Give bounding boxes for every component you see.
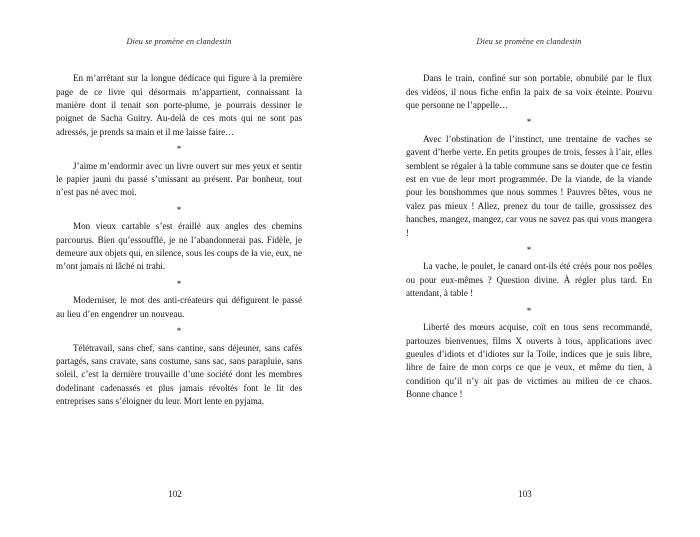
body-text-right bbox=[406, 72, 652, 537]
paragraph: J’aime m’endormir avec un livre ouvert sur mes yeux et sentir le papier jauni du passé s’unissant au présent. Par bonheur, tout n’est pas né avec moi. bbox=[56, 160, 302, 198]
paragraph: La vache, le poulet, le canard ont-ils été créés pour nos poêles ou pour eux-mêmes ? Question divine. À régler plus tard. En attendant, à table ! bbox=[406, 261, 652, 299]
section-separator: * bbox=[526, 117, 532, 128]
body-text-left bbox=[56, 72, 302, 537]
page-number-right: 103 bbox=[518, 489, 532, 499]
paragraph: En m’arrêtant sur la longue dédicace qui figure à la première page de ce livre qui désormais m’appartient, connaissant la manière dont il tenait son porte-plume, je pourrais dessiner le poignet de Sacha Guitry. Au-delà de ces mots qui ne sont pas adressés, je prends sa main et il me laisse faire… bbox=[56, 73, 302, 137]
section-separator: * bbox=[176, 326, 182, 337]
running-head-left: Dieu se promène en clandestin bbox=[126, 37, 232, 46]
section-separator: * bbox=[526, 305, 532, 316]
paragraph: Télétravail, sans chef, sans cantine, sans déjeuner, sans cafés partagés, sans cravate, sans costume, sans sac, sans parapluie, sans soleil, c’est la dernière trouvaille d’une société dont les membres dodelinant cadenassés et plus jamais révoltés font le lit des entreprises sans s’éloigner du leur. Mort lente en pyjama. bbox=[56, 342, 302, 407]
paragraph: Liberté des mœurs acquise, coït en tous sens recommandé, partouzes bienvenues, films X ouverts à tous, applications avec gueules d’idiots et d’idiotes sur la Toile, indices que je suis libre, libre de faire de mon corps ce que je veux, et même du tien, à condition qu’il n’y ait pas de victimes au milieu de ce chaos. Bonne chance ! bbox=[406, 322, 652, 400]
section-separator: * bbox=[176, 144, 182, 155]
section-separator: * bbox=[526, 245, 532, 256]
paragraph: Dans le train, confiné sur son portable, obnubilé par le flux des vidéos, il nous fiche enfin la paix de sa voix éteinte. Pourvu que personne ne l’appelle… bbox=[406, 73, 652, 111]
section-separator: * bbox=[176, 204, 182, 215]
section-separator: * bbox=[176, 278, 182, 289]
page-number-left: 102 bbox=[168, 489, 182, 499]
paragraph: Moderniser, le mot des anti-créateurs qui défigurent le passé au lieu d’en engendrer un nouveau. bbox=[56, 295, 302, 319]
running-head-right: Dieu se promène en clandestin bbox=[476, 37, 582, 46]
paragraph: Mon vieux cartable s’est éraillé aux angles des chemins parcourus. Bien qu’essoufflé, je ne l’abandonnerai pas. Fidèle, je demeure aux objets qui, en silence, sous les coups de la vie, eux, ne m’ont jamais ni lâché ni trahi. bbox=[56, 221, 302, 272]
page-right bbox=[350, 0, 700, 537]
paragraph: Avec l’obstination de l’instinct, une trentaine de vaches se gavent d’herbe verte. En petits groupes de trois, fesses à l’air, elles semblent se régaler à la table commune sans se douter que ce festin est en vue de leur mort programmée. De la viande, de la viande pour les bonshommes que nous sommes ! Pauvres bêtes, vous ne valez pas mieux ! Allez, prenez du tour de taille, grossissez des hanches, mangez, mangez, car vous ne savez pas qui vous mangera ! bbox=[406, 133, 652, 238]
